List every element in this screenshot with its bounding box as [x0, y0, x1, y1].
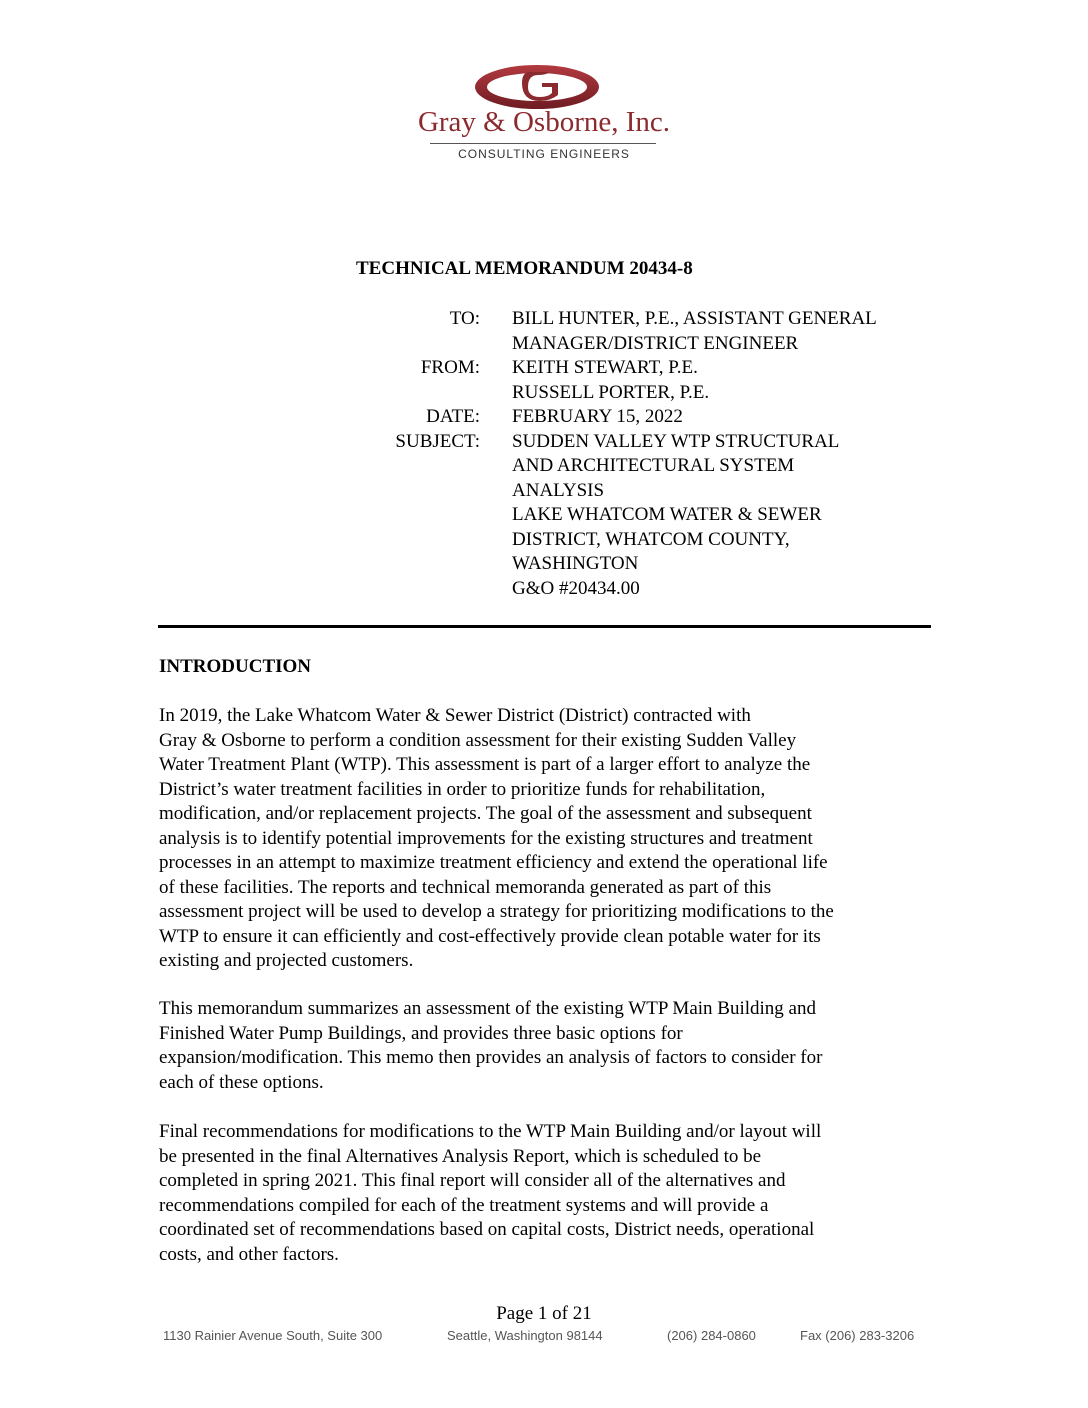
paragraph-line: Final recommendations for modifications to the WTP Main Building and/or layout will [159, 1121, 822, 1142]
subject-line-4: LAKE WHATCOM WATER & SEWER [512, 504, 822, 525]
paragraph-line: recommendations compiled for each of the treatment systems and will provide a [159, 1194, 769, 1216]
paragraph-line: each of these options. [159, 1071, 324, 1093]
company-name: Gray & Osborne, Inc. [417, 106, 671, 138]
paragraph-line: Gray & Osborne to perform a condition assessment for their existing Sudden Valley [159, 729, 797, 751]
paragraph-line: Finished Water Pump Buildings, and provides three basic options for [159, 1022, 683, 1044]
date-label: DATE: [426, 406, 480, 427]
subject-label: SUBJECT: [395, 430, 480, 452]
from-line-1: KEITH STEWART, P.E. [512, 357, 698, 378]
from-line-2: RUSSELL PORTER, P.E. [512, 381, 710, 403]
intro-paragraph-2 [159, 997, 934, 1095]
to-line-1: BILL HUNTER, P.E., ASSISTANT GENERAL [512, 308, 877, 329]
paragraph-line: This memorandum summarizes an assessment of the existing WTP Main Building and [159, 998, 816, 1019]
company-logo [372, 62, 716, 162]
intro-paragraph-3 [159, 1120, 934, 1267]
to-line-2: MANAGER/DISTRICT ENGINEER [512, 332, 799, 354]
go-logo-mark-icon [472, 62, 602, 112]
subject-line-6: WASHINGTON [512, 553, 639, 574]
subject-line-5: DISTRICT, WHATCOM COUNTY, [512, 528, 790, 550]
from-label: FROM: [420, 357, 480, 378]
paragraph-line: Water Treatment Plant (WTP). This assessment is part of a larger effort to analyze the [159, 754, 811, 775]
paragraph-line: costs, and other factors. [159, 1243, 339, 1265]
subject-line-1: SUDDEN VALLEY WTP STRUCTURAL [512, 430, 840, 452]
paragraph-line: existing and projected customers. [159, 950, 414, 971]
paragraph-line: WTP to ensure it can efficiently and cost-effectively provide clean potable water for its [159, 925, 821, 947]
company-tagline: CONSULTING ENGINEERS [458, 147, 630, 161]
footer-fax: Fax (206) 283-3206 [800, 1328, 915, 1343]
footer-address: 1130 Rainier Avenue South, Suite 300 [163, 1328, 383, 1343]
paragraph-line: modification, and/or replacement projects. The goal of the assessment and subsequent [159, 803, 812, 824]
subject-line-7: G&O #20434.00 [512, 577, 640, 599]
paragraph-line: assessment project will be used to develop a strategy for prioritizing modifications to the [159, 901, 834, 922]
intro-paragraph-1 [159, 704, 934, 974]
paragraph-line: coordinated set of recommendations based on capital costs, District needs, operational [159, 1219, 815, 1240]
logo-divider [430, 143, 656, 144]
page-number: Page 1 of 21 [496, 1303, 592, 1324]
paragraph-line: be presented in the final Alternatives Analysis Report, which is scheduled to be [159, 1145, 762, 1167]
subject-line-2: AND ARCHITECTURAL SYSTEM [512, 455, 795, 476]
paragraph-line: District’s water treatment facilities in order to prioritize funds for rehabilitation, [159, 778, 766, 800]
to-label: TO: [449, 308, 480, 329]
paragraph-line: analysis is to identify potential improvements for the existing structures and treatment [159, 827, 813, 849]
subject-line-3: ANALYSIS [512, 479, 605, 501]
paragraph-line: In 2019, the Lake Whatcom Water & Sewer District (District) contracted with [159, 705, 751, 726]
footer-city: Seattle, Washington 98144 [447, 1328, 603, 1343]
date-value: FEBRUARY 15, 2022 [512, 406, 683, 427]
footer-phone: (206) 284-0860 [667, 1328, 756, 1343]
paragraph-line: expansion/modification. This memo then provides an analysis of factors to consider for [159, 1047, 823, 1068]
paragraph-line: completed in spring 2021. This final report will consider all of the alternatives and [159, 1170, 786, 1191]
section-heading: INTRODUCTION [159, 656, 312, 677]
memo-title: TECHNICAL MEMORANDUM 20434-8 [356, 258, 693, 279]
paragraph-line: of these facilities. The reports and technical memoranda generated as part of this [159, 876, 772, 898]
paragraph-line: processes in an attempt to maximize treatment efficiency and extend the operational life [159, 852, 828, 873]
header-divider [158, 625, 931, 628]
